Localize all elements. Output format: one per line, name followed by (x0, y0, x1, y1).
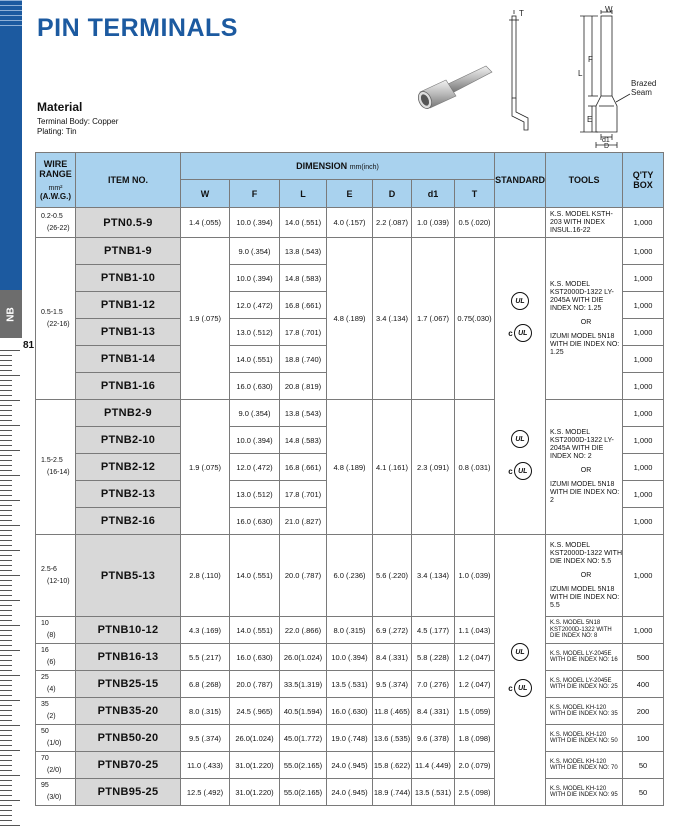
l-cell: 26.0(1.024) (280, 644, 327, 671)
svg-text:Seam: Seam (631, 88, 652, 97)
t-cell: 2.5 (.098) (455, 779, 495, 806)
f-cell: 16.0 (.630) (230, 373, 280, 400)
item-no-cell: PTNB1-9 (76, 238, 181, 265)
t-cell: 1.0 (.039) (455, 535, 495, 617)
f-cell: 14.0 (.551) (230, 346, 280, 373)
l-cell: 13.8 (.543) (280, 400, 327, 427)
wire-range-cell: 1.5-2.5 (16-14) (36, 400, 76, 535)
item-no-cell: PTNB1-16 (76, 373, 181, 400)
t-cell: 1.2 (.047) (455, 671, 495, 698)
d-cell: 5.6 (.220) (373, 535, 412, 617)
f-cell: 14.0 (.551) (230, 535, 280, 617)
tools-cell: K.S. MODEL 5N18 KST2000D-1322 WITH DIE INDEX NO: 8 (546, 617, 623, 644)
header-col-e: E (327, 180, 373, 208)
pin-terminal-spec-table (35, 152, 664, 806)
t-cell: 0.8 (.031) (455, 400, 495, 535)
pin-terminal-diagram (488, 6, 673, 148)
d1-cell: 1.7 (.067) (412, 238, 455, 400)
d-cell: 4.1 (.161) (373, 400, 412, 535)
w-cell: 5.5 (.217) (181, 644, 230, 671)
tools-cell: K.S. MODEL KST2000D-1322 WITH DIE INDEX NO: 5.5 OR IZUMI MODEL 5N18 WITH DIE INDEX NO: 5.5 (546, 535, 623, 617)
table-row (36, 617, 664, 644)
e-cell: 4.0 (.157) (327, 208, 373, 238)
d1-cell: 11.4 (.449) (412, 752, 455, 779)
wire-range-cell: 70 (2/0) (36, 752, 76, 779)
t-cell: 2.0 (.079) (455, 752, 495, 779)
item-no-cell: PTNB2-16 (76, 508, 181, 535)
f-cell: 10.0 (.394) (230, 265, 280, 292)
svg-text:d1: d1 (602, 137, 610, 144)
item-no-cell: PTNB1-12 (76, 292, 181, 319)
tools-cell: K.S. MODEL KSTH-203 WITH INDEX INSUL.16-22 (546, 208, 623, 238)
material-block (37, 100, 118, 137)
ul-mark-icon: UL (511, 292, 529, 310)
sidebar-ruler-major (0, 350, 22, 828)
pin-terminal-photo (412, 62, 494, 118)
e-cell: 10.0 (.394) (327, 644, 373, 671)
f-cell: 31.0(1.220) (230, 752, 280, 779)
f-cell: 16.0 (.630) (230, 508, 280, 535)
d1-cell: 3.4 (.134) (412, 535, 455, 617)
item-no-cell: PTNB1-10 (76, 265, 181, 292)
e-cell: 4.8 (.189) (327, 238, 373, 400)
item-no-cell: PTNB70-25 (76, 752, 181, 779)
d1-cell: 1.0 (.039) (412, 208, 455, 238)
qty-cell: 1,000 (623, 481, 664, 508)
header-standard: STANDARD (495, 153, 546, 208)
table-row (36, 400, 664, 427)
t-cell: 1.2 (.047) (455, 644, 495, 671)
ul-mark-icon: UL (511, 430, 529, 448)
tools-cell: K.S. MODEL KST2000D-1322 LY-2045A WITH DIE INDEX NO: 2 OR IZUMI MODEL 5N18 WITH DIE INDEX NO: 2 (546, 400, 623, 535)
table-row (36, 535, 664, 617)
header-wire-range: WIRE RANGE mm² (A.W.G.) (36, 153, 76, 208)
e-cell: 8.0 (.315) (327, 617, 373, 644)
item-no-cell: PTNB2-13 (76, 481, 181, 508)
header-col-d1: d1 (412, 180, 455, 208)
table-row (36, 208, 664, 238)
table-row (36, 725, 664, 752)
w-cell: 1.9 (.075) (181, 238, 230, 400)
w-cell: 9.5 (.374) (181, 725, 230, 752)
w-cell: 2.8 (.110) (181, 535, 230, 617)
f-cell: 10.0 (.394) (230, 208, 280, 238)
l-cell: 22.0 (.866) (280, 617, 327, 644)
d-cell: 3.4 (.134) (373, 238, 412, 400)
d1-cell: 5.8 (.228) (412, 644, 455, 671)
table-row (36, 779, 664, 806)
w-cell: 1.4 (.055) (181, 208, 230, 238)
w-cell: 4.3 (.169) (181, 617, 230, 644)
item-no-cell: PTNB2-9 (76, 400, 181, 427)
w-cell: 12.5 (.492) (181, 779, 230, 806)
e-cell: 6.0 (.236) (327, 535, 373, 617)
d-cell: 11.8 (.465) (373, 698, 412, 725)
svg-text:Brazed: Brazed (631, 79, 657, 88)
sidebar-section-tab: NB (5, 306, 17, 322)
l-cell: 16.8 (.661) (280, 454, 327, 481)
d1-cell: 9.6 (.378) (412, 725, 455, 752)
svg-text:T: T (519, 9, 524, 18)
wire-range-cell: 35 (2) (36, 698, 76, 725)
material-plating: Plating: Tin (37, 127, 77, 136)
d1-cell: 7.0 (.276) (412, 671, 455, 698)
qty-cell: 500 (623, 644, 664, 671)
d1-cell: 8.4 (.331) (412, 698, 455, 725)
e-cell: 13.5 (.531) (327, 671, 373, 698)
table-row (36, 752, 664, 779)
d-cell: 8.4 (.331) (373, 644, 412, 671)
qty-cell: 400 (623, 671, 664, 698)
qty-cell: 1,000 (623, 346, 664, 373)
f-cell: 13.0 (.512) (230, 319, 280, 346)
f-cell: 14.0 (.551) (230, 617, 280, 644)
f-cell: 13.0 (.512) (230, 481, 280, 508)
l-cell: 20.8 (.819) (280, 373, 327, 400)
header-qty: Q'TY BOX (623, 153, 664, 208)
f-cell: 12.0 (.472) (230, 454, 280, 481)
d-cell: 18.9 (.744) (373, 779, 412, 806)
qty-cell: 1,000 (623, 508, 664, 535)
standard-cell (495, 208, 546, 238)
f-cell: 9.0 (.354) (230, 238, 280, 265)
e-cell: 24.0 (.945) (327, 779, 373, 806)
item-no-cell: PTNB1-13 (76, 319, 181, 346)
cul-mark-icon: c UL (508, 324, 531, 342)
t-cell: 0.75(.030) (455, 238, 495, 400)
wire-range-cell: 50 (1/0) (36, 725, 76, 752)
w-cell: 6.8 (.268) (181, 671, 230, 698)
item-no-cell: PTNB5-13 (76, 535, 181, 617)
e-cell: 19.0 (.748) (327, 725, 373, 752)
svg-text:D: D (604, 143, 610, 148)
cul-mark-icon: c UL (508, 679, 531, 697)
t-cell: 1.5 (.059) (455, 698, 495, 725)
qty-cell: 1,000 (623, 373, 664, 400)
f-cell: 10.0 (.394) (230, 427, 280, 454)
standard-cell (495, 535, 546, 806)
d-cell: 2.2 (.087) (373, 208, 412, 238)
table-row (36, 671, 664, 698)
l-cell: 14.8 (.583) (280, 265, 327, 292)
item-no-cell: PTNB95-25 (76, 779, 181, 806)
header-item-no: ITEM NO. (76, 153, 181, 208)
header-col-f: F (230, 180, 280, 208)
f-cell: 31.0(1.220) (230, 779, 280, 806)
material-heading: Material (37, 100, 83, 114)
qty-cell: 50 (623, 752, 664, 779)
tools-cell: K.S. MODEL KH-120 WITH DIE INDEX NO: 70 (546, 752, 623, 779)
wire-range-cell: 0.2-0.5 (26-22) (36, 208, 76, 238)
qty-cell: 50 (623, 779, 664, 806)
qty-cell: 1,000 (623, 208, 664, 238)
f-cell: 20.0 (.787) (230, 671, 280, 698)
l-cell: 55.0(2.165) (280, 752, 327, 779)
table-header-row (36, 153, 664, 180)
table-row (36, 238, 664, 265)
header-dimension: DIMENSION mm(inch) (181, 153, 495, 180)
header-tools: TOOLS (546, 153, 623, 208)
qty-cell: 1,000 (623, 535, 664, 617)
d1-cell: 13.5 (.531) (412, 779, 455, 806)
qty-cell: 1,000 (623, 238, 664, 265)
l-cell: 16.8 (.661) (280, 292, 327, 319)
svg-text:L: L (578, 69, 583, 78)
header-col-l: L (280, 180, 327, 208)
item-no-cell: PTNB1-14 (76, 346, 181, 373)
page-number: 81 (23, 340, 35, 351)
w-cell: 1.9 (.075) (181, 400, 230, 535)
w-cell: 8.0 (.315) (181, 698, 230, 725)
item-no-cell: PTN0.5-9 (76, 208, 181, 238)
l-cell: 14.0 (.551) (280, 208, 327, 238)
e-cell: 24.0 (.945) (327, 752, 373, 779)
l-cell: 17.8 (.701) (280, 319, 327, 346)
d-cell: 13.6 (.535) (373, 725, 412, 752)
tools-cell: K.S. MODEL KH-120 WITH DIE INDEX NO: 35 (546, 698, 623, 725)
w-cell: 11.0 (.433) (181, 752, 230, 779)
wire-range-cell: 16 (6) (36, 644, 76, 671)
table-row (36, 644, 664, 671)
wire-range-cell: 10 (8) (36, 617, 76, 644)
sidebar-blue-band (0, 0, 22, 290)
page-sidebar (0, 0, 22, 828)
wire-range-cell: 95 (3/0) (36, 779, 76, 806)
item-no-cell: PTNB2-12 (76, 454, 181, 481)
l-cell: 21.0 (.827) (280, 508, 327, 535)
qty-cell: 200 (623, 698, 664, 725)
d-cell: 15.8 (.622) (373, 752, 412, 779)
l-cell: 45.0(1.772) (280, 725, 327, 752)
item-no-cell: PTNB10-12 (76, 617, 181, 644)
qty-cell: 1,000 (623, 617, 664, 644)
l-cell: 40.5(1.594) (280, 698, 327, 725)
l-cell: 55.0(2.165) (280, 779, 327, 806)
wire-range-cell: 25 (4) (36, 671, 76, 698)
item-no-cell: PTNB50-20 (76, 725, 181, 752)
item-no-cell: PTNB35-20 (76, 698, 181, 725)
tools-cell: K.S. MODEL KH-120 WITH DIE INDEX NO: 95 (546, 779, 623, 806)
tools-cell: K.S. MODEL KH-120 WITH DIE INDEX NO: 50 (546, 725, 623, 752)
tools-cell: K.S. MODEL KST2000D-1322 LY-2045A WITH DIE INDEX NO: 1.25 OR IZUMI MODEL 5N18 WITH DIE INDEX NO: 1.25 (546, 238, 623, 400)
d1-cell: 4.5 (.177) (412, 617, 455, 644)
item-no-cell: PTNB2-10 (76, 427, 181, 454)
d-cell: 9.5 (.374) (373, 671, 412, 698)
l-cell: 20.0 (.787) (280, 535, 327, 617)
f-cell: 26.0(1.024) (230, 725, 280, 752)
wire-range-cell: 2.5-6 (12-10) (36, 535, 76, 617)
t-cell: 1.1 (.043) (455, 617, 495, 644)
header-col-t: T (455, 180, 495, 208)
tools-cell: K.S. MODEL LY-2045E WITH DIE INDEX NO: 25 (546, 671, 623, 698)
e-cell: 16.0 (.630) (327, 698, 373, 725)
header-col-d: D (373, 180, 412, 208)
svg-text:F: F (588, 55, 593, 64)
d-cell: 6.9 (.272) (373, 617, 412, 644)
l-cell: 17.8 (.701) (280, 481, 327, 508)
material-body: Terminal Body: Copper (37, 117, 119, 126)
l-cell: 33.5(1.319) (280, 671, 327, 698)
item-no-cell: PTNB25-15 (76, 671, 181, 698)
header-col-w: W (181, 180, 230, 208)
svg-text:E: E (587, 115, 593, 124)
svg-text:W: W (605, 6, 613, 14)
qty-cell: 1,000 (623, 454, 664, 481)
l-cell: 18.8 (.740) (280, 346, 327, 373)
f-cell: 24.5 (.965) (230, 698, 280, 725)
page-title: PIN TERMINALS (37, 14, 238, 42)
qty-cell: 1,000 (623, 265, 664, 292)
e-cell: 4.8 (.189) (327, 400, 373, 535)
t-cell: 1.8 (.098) (455, 725, 495, 752)
tools-cell: K.S. MODEL LY-2045E WITH DIE INDEX NO: 16 (546, 644, 623, 671)
qty-cell: 1,000 (623, 292, 664, 319)
table-row (36, 698, 664, 725)
ul-mark-icon: UL (511, 643, 529, 661)
wire-range-cell: 0.5-1.5 (22-16) (36, 238, 76, 400)
l-cell: 14.8 (.583) (280, 427, 327, 454)
sidebar-top-ruler (0, 0, 22, 30)
f-cell: 16.0 (.630) (230, 644, 280, 671)
f-cell: 9.0 (.354) (230, 400, 280, 427)
qty-cell: 100 (623, 725, 664, 752)
qty-cell: 1,000 (623, 427, 664, 454)
standard-cell (495, 238, 546, 535)
qty-cell: 1,000 (623, 319, 664, 346)
l-cell: 13.8 (.543) (280, 238, 327, 265)
d1-cell: 2.3 (.091) (412, 400, 455, 535)
f-cell: 12.0 (.472) (230, 292, 280, 319)
qty-cell: 1,000 (623, 400, 664, 427)
cul-mark-icon: c UL (508, 462, 531, 480)
item-no-cell: PTNB16-13 (76, 644, 181, 671)
t-cell: 0.5 (.020) (455, 208, 495, 238)
